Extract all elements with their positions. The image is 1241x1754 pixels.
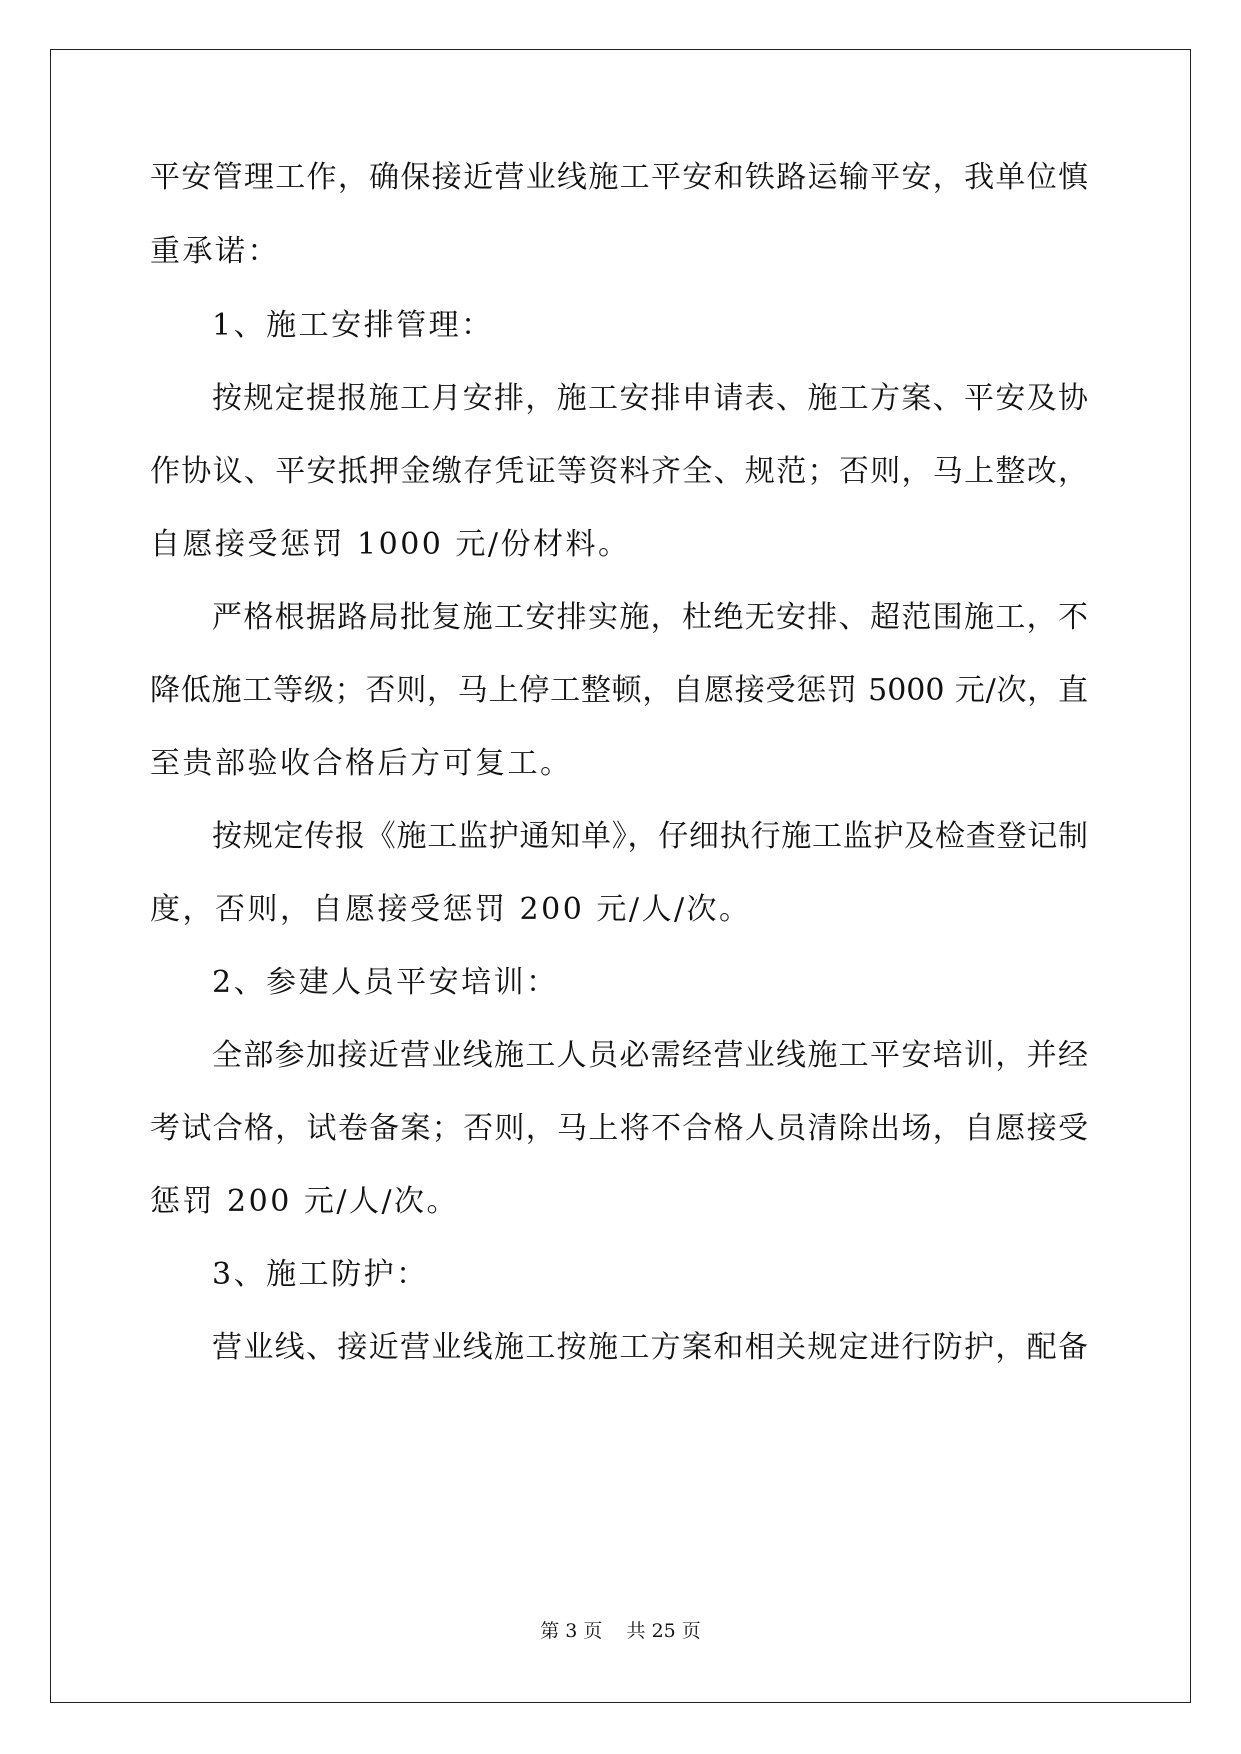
text-line: 按规定提报施工月安排，施工安排申请表、施工方案、平安及协 <box>212 381 1088 416</box>
section-heading: 1、施工安排管理： <box>212 308 494 343</box>
text-line: 考试合格，试卷备案；否则，马上将不合格人员清除出场，自愿接受 <box>150 1111 1088 1146</box>
text-line: 平安管理工作，确保接近营业线施工平安和铁路运输平安，我单位慎 <box>150 160 1088 195</box>
page-total: 共 25 页 <box>626 1620 701 1642</box>
text-line: 作协议、平安抵押金缴存凭证等资料齐全、规范；否则，马上整改， <box>150 454 1088 489</box>
page-footer <box>0 1616 1241 1643</box>
text-line: 至贵部验收合格后方可复工。 <box>150 746 573 781</box>
text-line: 惩罚 200 元/人/次。 <box>150 1184 460 1219</box>
text-line: 重承诺： <box>150 234 280 269</box>
page-border <box>50 49 1191 1703</box>
text-line: 全部参加接近营业线施工人员必需经营业线施工平安培训，并经 <box>212 1038 1088 1073</box>
page-number: 第 3 页 <box>540 1620 603 1642</box>
section-heading: 3、施工防护： <box>212 1257 429 1292</box>
section-heading: 2、参建人员平安培训： <box>212 965 559 1000</box>
text-line: 按规定传报《施工监护通知单》，仔细执行施工监护及检查登记制 <box>212 819 1088 854</box>
text-line: 营业线、接近营业线施工按施工方案和相关规定进行防护，配备 <box>212 1330 1088 1365</box>
text-line: 降低施工等级；否则，马上停工整顿，自愿接受惩罚 5000 元/次，直 <box>150 673 1088 708</box>
text-line: 严格根据路局批复施工安排实施，杜绝无安排、超范围施工，不 <box>212 600 1088 635</box>
text-line: 度，否则，自愿接受惩罚 200 元/人/次。 <box>150 892 752 927</box>
text-line: 自愿接受惩罚 1000 元/份材料。 <box>150 527 631 562</box>
